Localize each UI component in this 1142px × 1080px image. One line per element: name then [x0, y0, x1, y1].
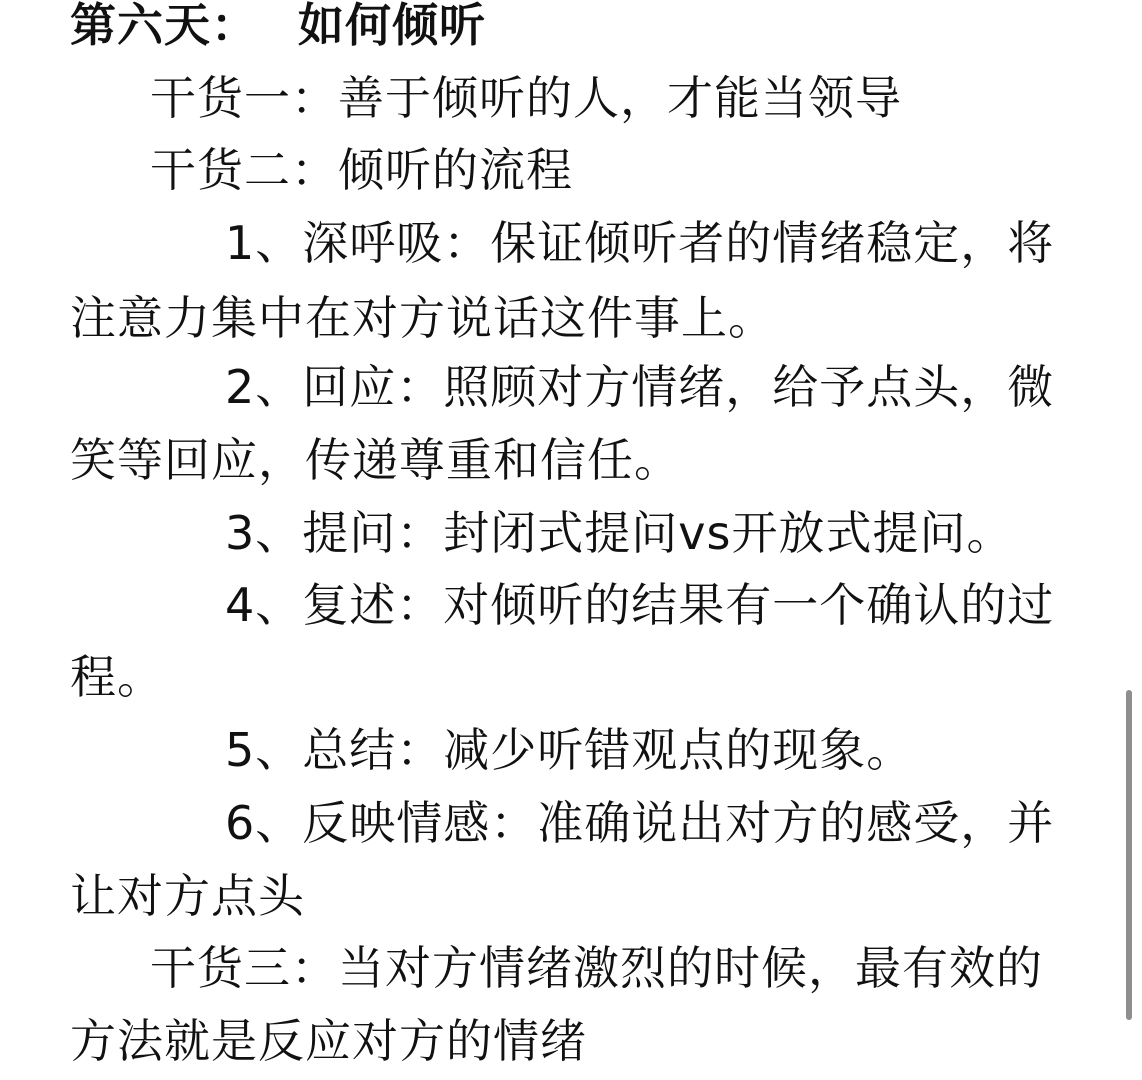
point-2-heading: 干货二：倾听的流程	[150, 143, 573, 197]
page-title	[70, 0, 486, 55]
step-2-line-2: 笑等回应，传递尊重和信任。	[70, 433, 681, 487]
step-6-line-2: 让对方点头	[70, 869, 305, 923]
title-day: 第六天：	[70, 0, 258, 52]
point-1-heading: 干货一：善于倾听的人，才能当领导	[150, 71, 902, 125]
vertical-scrollbar[interactable]	[1126, 690, 1132, 1020]
step-3-line: 3、提问：封闭式提问vs开放式提问。	[225, 506, 1014, 560]
step-5-line: 5、总结：减少听错观点的现象。	[225, 723, 914, 777]
point-3-line-1: 干货三：当对方情绪激烈的时候，最有效的	[150, 941, 1043, 995]
step-4-line-2: 程。	[70, 650, 164, 704]
title-topic: 如何倾听	[298, 0, 486, 52]
step-4-line-1: 4、复述：对倾听的结果有一个确认的过	[225, 578, 1055, 632]
step-6-line-1: 6、反映情感：准确说出对方的感受，并	[225, 796, 1055, 850]
step-1-line-2: 注意力集中在对方说话这件事上。	[70, 291, 775, 345]
point-3-line-2: 方法就是反应对方的情绪	[70, 1014, 587, 1068]
step-1-line-1: 1、深呼吸：保证倾听者的情绪稳定，将	[225, 216, 1055, 270]
step-2-line-1: 2、回应：照顾对方情绪，给予点头，微	[225, 360, 1055, 414]
